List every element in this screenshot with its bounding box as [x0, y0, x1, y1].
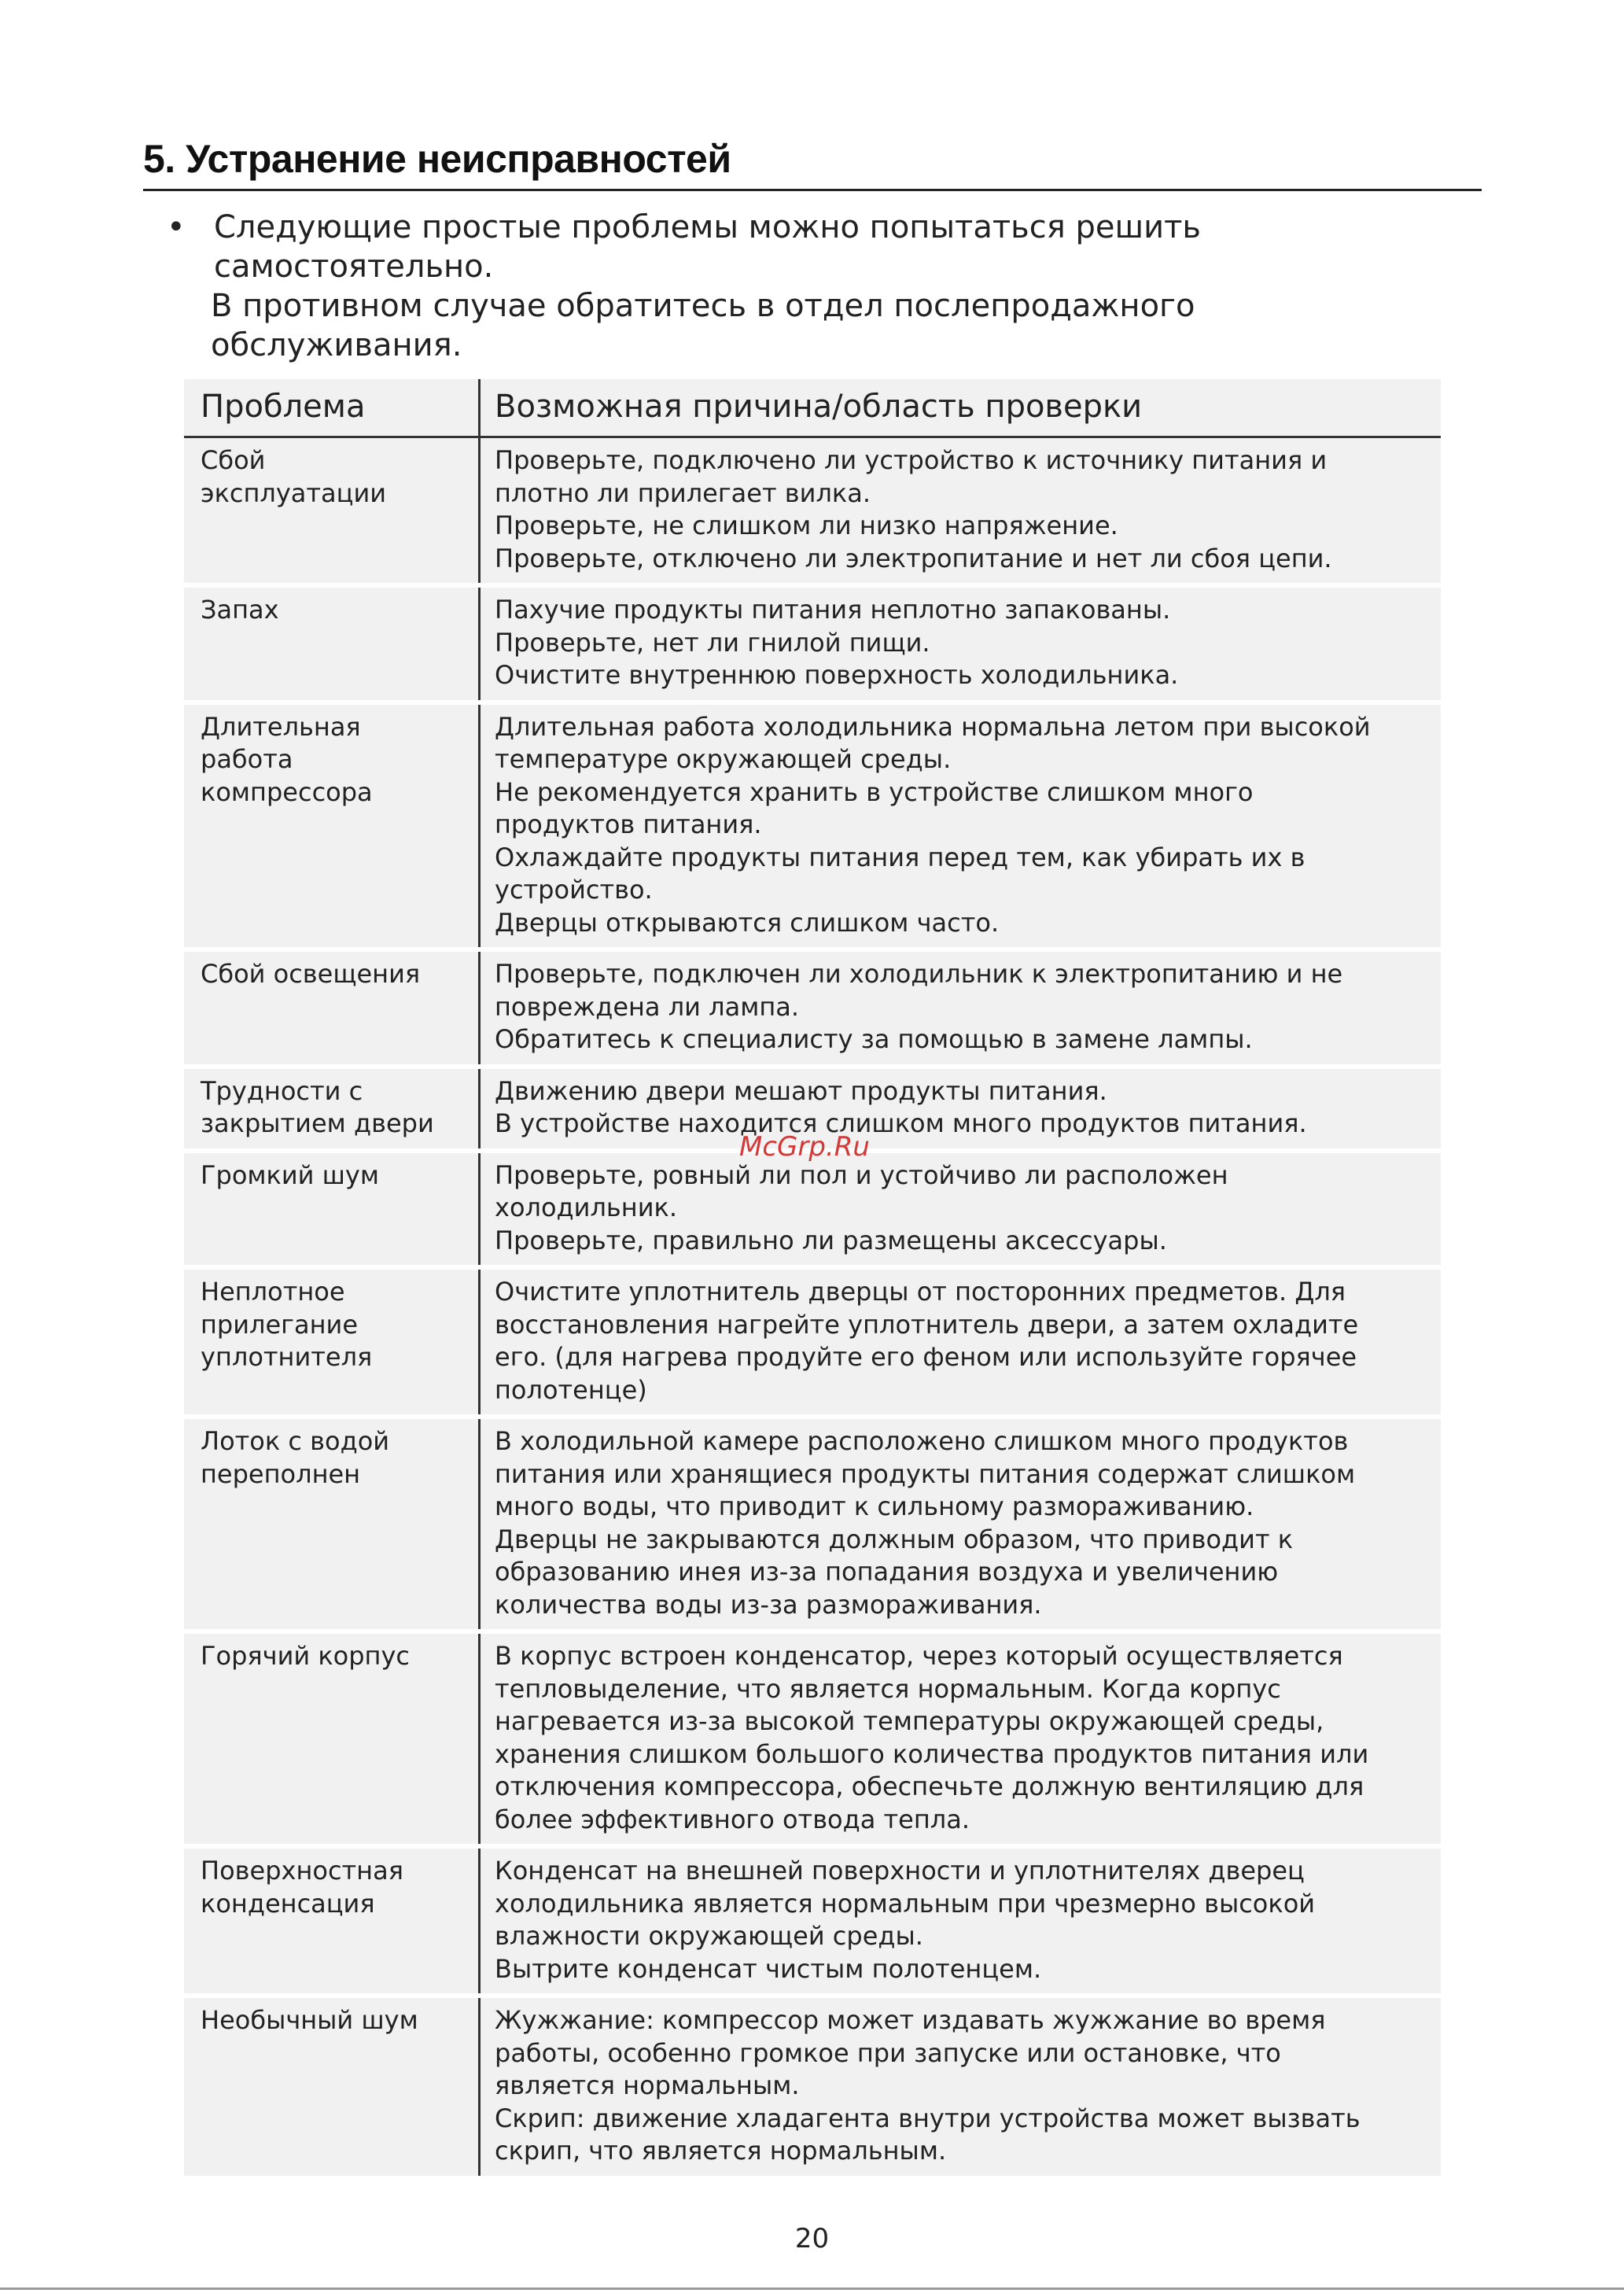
problem-line: Громкий шум — [201, 1159, 379, 1190]
troubleshooting-table — [184, 379, 1441, 2176]
cause-line: более эффективного отвода тепла. — [495, 1804, 970, 1834]
table-header-row — [184, 379, 1441, 437]
cause-line: Проверьте, подключен ли холодильник к электропитанию и не — [495, 959, 1343, 989]
cause-line: количества воды из-за размораживания. — [495, 1589, 1042, 1620]
section-heading: 5. Устранение неисправностей — [143, 137, 731, 181]
cause-line: хранения слишком большого количества продуктов питания или — [495, 1738, 1369, 1769]
cause-cell — [478, 1417, 1441, 1631]
column-header-cause: Возможная причина/область проверки — [478, 379, 1441, 437]
cause-cell — [478, 702, 1441, 950]
cause-cell — [478, 437, 1441, 586]
problem-line: работа — [201, 744, 293, 774]
problem-line: Лоток с водой — [201, 1426, 390, 1456]
intro-line: самостоятельно. — [214, 249, 494, 285]
cause-line: нагревается из-за высокой температуры окружающей среды, — [495, 1706, 1324, 1736]
problem-cell — [184, 949, 478, 1067]
intro-note — [167, 208, 1394, 365]
cause-cell — [478, 1846, 1441, 1996]
cause-line: питания или хранящиеся продукты питания содержат слишком — [495, 1458, 1356, 1489]
cause-line: восстановления нагрейте уплотнитель двери, а затем охладите — [495, 1309, 1359, 1340]
table-row — [184, 437, 1441, 586]
cause-line: Проверьте, нет ли гнилой пищи. — [495, 627, 930, 658]
table-row — [184, 1417, 1441, 1631]
problem-line: Горячий корпус — [201, 1641, 410, 1671]
cause-line: продуктов питания. — [495, 809, 762, 839]
table-row — [184, 585, 1441, 702]
problem-cell — [184, 437, 478, 586]
cause-line: Проверьте, подключено ли устройство к источнику питания и — [495, 445, 1328, 475]
table-row — [184, 1846, 1441, 1996]
intro-line: обслуживания. — [211, 327, 462, 363]
cause-line: В холодильной камере расположено слишком много продуктов — [495, 1426, 1349, 1456]
problem-line: Длительная — [201, 711, 361, 742]
cause-line: Длительная работа холодильника нормальна летом при высокой — [495, 711, 1371, 742]
cause-line: Проверьте, не слишком ли низко напряжение. — [495, 511, 1118, 540]
problem-line: Трудности с — [201, 1075, 363, 1106]
problem-line: эксплуатации — [201, 477, 387, 508]
cause-line: Движению двери мешают продукты питания. — [495, 1075, 1107, 1106]
table-body — [184, 437, 1441, 2176]
problem-cell — [184, 1631, 478, 1846]
page-number: 20 — [794, 2223, 830, 2254]
problem-cell — [184, 1417, 478, 1631]
cause-line: холодильник. — [495, 1193, 677, 1222]
cause-line: влажности окружающей среды. — [495, 1921, 923, 1951]
cause-line: Вытрите конденсат чистым полотенцем. — [495, 1953, 1042, 1984]
problem-line: конденсация — [201, 1888, 375, 1919]
table-row — [184, 1267, 1441, 1417]
cause-cell — [478, 1631, 1441, 1846]
problem-cell — [184, 1996, 478, 2176]
cause-line: полотенце) — [495, 1374, 647, 1405]
cause-cell — [478, 949, 1441, 1067]
cause-line: В устройстве находится слишком много продуктов питания. — [495, 1108, 1307, 1138]
cause-line: Дверцы открываются слишком часто. — [495, 907, 1000, 938]
problem-line: Сбой — [201, 445, 266, 475]
problem-cell — [184, 1151, 478, 1268]
cause-line: холодильника является нормальным при чрезмерно высокой — [495, 1888, 1316, 1919]
problem-line: Сбой освещения — [201, 959, 421, 989]
problem-line: переполнен — [201, 1458, 361, 1489]
cause-line: Пахучие продукты питания неплотно запакованы. — [495, 595, 1171, 625]
cause-line: его. (для нагрева продуйте его феном или используйте горячее — [495, 1342, 1357, 1372]
cause-cell — [478, 1067, 1441, 1151]
problem-line: закрытием двери — [201, 1108, 434, 1138]
cause-line: Проверьте, отключено ли электропитание и нет ли сбоя цепи. — [495, 543, 1332, 573]
problem-line: прилегание — [201, 1309, 358, 1340]
table-row — [184, 702, 1441, 950]
problem-cell — [184, 702, 478, 950]
problem-cell — [184, 1267, 478, 1417]
cause-line: Жужжание: компрессор может издавать жужжание во время — [495, 2005, 1326, 2035]
problem-cell — [184, 1846, 478, 1996]
cause-line: образованию инея из-за попадания воздуха и увеличению — [495, 1557, 1279, 1587]
cause-line: Очистите внутреннюю поверхность холодильника. — [495, 660, 1179, 690]
cause-line: устройство. — [495, 875, 653, 905]
cause-cell — [478, 1996, 1441, 2176]
intro-line: Следующие простые проблемы можно попытаться решить — [214, 209, 1201, 245]
problem-cell — [184, 585, 478, 702]
problem-line: Неплотное — [201, 1277, 345, 1307]
table-row — [184, 1631, 1441, 1846]
cause-line: Охлаждайте продукты питания перед тем, как убирать их в — [495, 842, 1305, 872]
bullet-marker: • — [167, 209, 186, 245]
heading-divider — [143, 189, 1482, 191]
cause-cell — [478, 585, 1441, 702]
cause-line: плотно ли прилегает вилка. — [495, 477, 871, 508]
problem-line: компрессора — [201, 776, 373, 807]
table-row — [184, 949, 1441, 1067]
problem-line: Поверхностная — [201, 1856, 403, 1886]
table-row — [184, 1996, 1441, 2176]
page-edge-line — [0, 2287, 1624, 2290]
cause-line: Проверьте, ровный ли пол и устойчиво ли расположен — [495, 1159, 1228, 1190]
table-row — [184, 1151, 1441, 1268]
watermark: McGrp.Ru — [739, 1131, 870, 1163]
cause-line: Не рекомендуется хранить в устройстве слишком много — [495, 776, 1254, 807]
cause-line: много воды, что приводит к сильному размораживанию. — [495, 1491, 1254, 1521]
cause-line: Проверьте, правильно ли размещены аксессуары. — [495, 1225, 1167, 1255]
cause-line: тепловыделение, что является нормальным. Когда корпус — [495, 1673, 1281, 1704]
cause-line: Скрип: движение хладагента внутри устройства может вызвать — [495, 2103, 1361, 2133]
cause-line: В корпус встроен конденсатор, через который осуществляется — [495, 1641, 1343, 1671]
cause-line: является нормальным. — [495, 2070, 800, 2100]
cause-line: Обратитесь к специалисту за помощью в замене лампы. — [495, 1024, 1253, 1054]
cause-line: Конденсат на внешней поверхности и уплотнителях дверец — [495, 1856, 1305, 1886]
problem-line: Необычный шум — [201, 2005, 418, 2035]
cause-line: температуре окружающей среды. — [495, 744, 952, 774]
cause-cell — [478, 1267, 1441, 1417]
column-header-problem: Проблема — [184, 379, 478, 437]
cause-line: Очистите уплотнитель дверцы от посторонних предметов. Для — [495, 1277, 1346, 1307]
cause-line: Дверцы не закрываются должным образом, что приводит к — [495, 1524, 1294, 1554]
cause-line: повреждена ли лампа. — [495, 991, 800, 1022]
cause-line: работы, особенно громкое при запуске или остановке, что — [495, 2037, 1281, 2068]
intro-line: В противном случае обратитесь в отдел послепродажного — [211, 288, 1195, 324]
problem-cell — [184, 1067, 478, 1151]
cause-line: отключения компрессора, обеспечьте должную вентиляцию для — [495, 1771, 1364, 1801]
problem-line: уплотнителя — [201, 1342, 373, 1372]
cause-line: скрип, что является нормальным. — [495, 2136, 947, 2166]
cause-cell — [478, 1151, 1441, 1268]
problem-line: Запах — [201, 595, 279, 625]
